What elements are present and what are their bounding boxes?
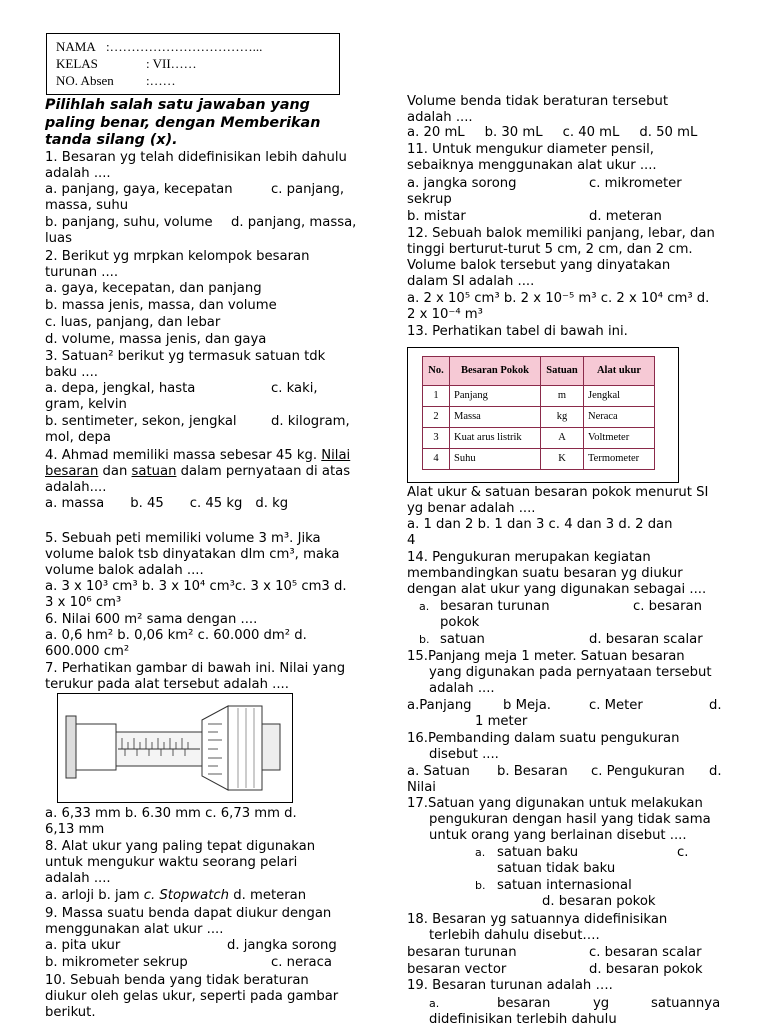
text: dalam pernyataan di atas [176,464,351,479]
instruction-line: tanda silang (x). [45,132,178,148]
option-a-marker: a. [429,997,440,1010]
option-d-marker[interactable]: d. [709,764,722,779]
micrometer-screw-icon [58,694,292,802]
option-d[interactable]: d. jangka sorong [227,938,337,953]
question-text: Alat ukur & satuan besaran pokok menurut SI [407,485,709,500]
option-b[interactable]: b. massa jenis, massa, dan volume [45,298,277,313]
option-b-marker: b. [419,633,430,646]
option-c[interactable]: c. besaran [633,599,702,614]
option-b-marker: b. [475,879,486,892]
question-16: 16.Pembanding dalam suatu pengukuran [407,731,680,746]
question-text: Volume balok tersebut yang dinyatakan [407,258,671,273]
option-d[interactable]: d. meteran [589,209,662,224]
question-text: pengukuran dengan hasil yang tidak sama [429,812,711,827]
question-14: 14. Pengukuran merupakan kegiatan [407,550,651,565]
option-text: luas [45,231,72,246]
option-c[interactable]: c. Meter [589,698,643,713]
question-6: 6. Nilai 600 m² sama dengan .... [45,612,258,627]
question-text: terlebih dahulu disebut…. [429,928,600,943]
table-header: Alat ukur [584,357,655,386]
option-c-marker[interactable]: c. [677,845,689,860]
option-c[interactable]: c. mikrometer [589,176,682,191]
table-cell: m [541,386,584,407]
table-cell: Neraca [584,407,655,428]
text: dan [98,464,132,479]
options-row[interactable]: a. 6,33 mm b. 6.30 mm c. 6,73 mm d. [45,806,297,821]
question-text: volume balok tsb dinyatakan dlm cm³, maka [45,547,340,562]
underlined-word: Nilai [321,448,351,463]
option-b[interactable]: b. mistar [407,209,466,224]
option-b[interactable]: b. mikrometer sekrup [45,955,188,970]
question-text: yg benar adalah .... [407,501,536,516]
option-a-marker: a. [475,846,486,859]
question-text: adalah .... [429,681,495,696]
option-a[interactable]: a. Satuan [407,764,470,779]
table-cell: Termometer [584,449,655,470]
option-b[interactable]: b. Besaran [497,764,568,779]
table-cell: Suhu [450,449,541,470]
table-header: No. [423,357,450,386]
question-1: 1. Besaran yg telah didefinisikan lebih dahulu [45,150,347,165]
option-d-marker[interactable]: d. [709,698,722,713]
table-cell: 4 [423,449,450,470]
option-b[interactable]: satuan [440,632,485,647]
option-text: 2 x 10⁻⁴ m³ [407,307,483,322]
measurement-table-frame [407,347,679,483]
question-text: adalah .... [407,110,473,125]
option-a[interactable]: satuan baku [497,845,579,860]
table-cell: 2 [423,407,450,428]
option-d[interactable]: d. kg [255,496,289,511]
question-text: adalah.... [45,480,107,495]
question-3: 3. Satuan² berikut yg termasuk satuan tdk [45,349,326,364]
option-d[interactable]: d. volume, massa jenis, dan gaya [45,332,267,347]
option-b[interactable]: besaran vector [407,962,507,977]
option-text: didefinisikan terlebih dahulu [429,1012,617,1027]
question-text: dengan alat ukur yang digunakan sebagai .... [407,582,707,597]
option-d[interactable]: d. besaran pokok [542,894,656,909]
question-text [45,464,361,480]
question-9: 9. Massa suatu benda dapat diukur dengan [45,906,332,921]
option-a[interactable]: a. jangka sorong [407,176,517,191]
question-text: berikut. [45,1005,96,1020]
option-c[interactable]: c. luas, panjang, dan lebar [45,315,221,330]
option-text: mol, depa [45,430,111,445]
options-row [45,496,361,512]
micrometer-figure [57,693,293,803]
option-d[interactable]: 1 meter [475,714,528,729]
options-row [45,888,361,904]
option-d[interactable]: d. 50 mL [639,125,698,140]
identity-box [46,33,340,95]
table-row [423,407,655,428]
option-a[interactable]: a. pita ukur [45,938,121,953]
table-cell: 1 [423,386,450,407]
option-a-marker: a. [419,600,430,613]
option-d[interactable]: d. besaran scalar [589,632,703,647]
option-a-word[interactable]: satuannya [651,996,721,1011]
question-text: adalah .... [45,871,111,886]
question-18: 18. Besaran yg satuannya didefinisikan [407,912,668,927]
table-cell: 3 [423,428,450,449]
option-text: massa, suhu [45,198,129,213]
option-a[interactable]: a. depa, jengkal, hasta [45,381,196,396]
table-row [423,449,655,470]
option-a[interactable]: besaran turunan [407,945,517,960]
option-c[interactable]: c. 45 kg [189,496,243,511]
option-a[interactable]: a. massa [45,496,105,511]
question-text: untuk mengukur waktu seorang pelari [45,855,298,870]
question-text: 4. Ahmad memiliki massa sebesar 45 kg. [45,448,322,463]
option-ab[interactable]: a. arloji b. jam [45,888,144,903]
question-text: terukur pada alat tersebut adalah .... [45,677,289,692]
nama-field[interactable]: :……………………………... [106,39,263,54]
question-4 [45,448,361,464]
option-c[interactable]: c. panjang, [271,182,345,197]
question-text: baku .... [45,365,99,380]
question-10: 10. Sebuah benda yang tidak beraturan [45,973,309,988]
instruction-line: paling benar, dengan Memberikan [45,115,321,131]
question-text: diukur oleh gelas ukur, seperti pada gambar [45,989,339,1004]
question-7: 7. Perhatikan gambar di bawah ini. Nilai yang [45,661,346,676]
option-text: 6,13 mm [45,822,105,837]
question-text: dalam SI adalah .... [407,274,535,289]
table-header: Satuan [541,357,584,386]
question-text: volume balok adalah .... [45,563,204,578]
question-19: 19. Besaran turunan adalah …. [407,978,613,993]
options-row[interactable]: a. 2 x 10⁵ cm³ b. 2 x 10⁻⁵ m³ c. 2 x 10⁴ cm³ d. [407,291,710,306]
option-d[interactable]: d. meteran [229,888,307,903]
option-text: 4 [407,533,416,548]
option-b[interactable]: satuan internasional [497,878,632,893]
question-17: 17.Satuan yang digunakan untuk melakukan [407,796,703,811]
option-c[interactable]: satuan tidak baku [497,861,616,876]
option-b[interactable]: b. sentimeter, sekon, jengkal [45,414,237,429]
question-text: adalah .... [45,166,111,181]
options-row[interactable]: a. 1 dan 2 b. 1 dan 3 c. 4 dan 3 d. 2 dan [407,517,673,532]
question-text: turunan .... [45,265,119,280]
option-d[interactable]: d. panjang, massa, [231,215,357,230]
absen-label: NO. Absen [56,73,114,88]
option-c[interactable]: c. neraca [271,955,332,970]
question-2: 2. Berikut yg mrpkan kelompok besaran [45,249,310,264]
instruction-line: Pilihlah salah satu jawaban yang [45,97,310,113]
table-cell: Panjang [450,386,541,407]
option-a[interactable]: a. panjang, gaya, kecepatan [45,182,233,197]
underlined-word: besaran [45,464,99,479]
table-cell: Voltmeter [584,428,655,449]
option-d[interactable]: d. besaran pokok [589,962,703,977]
kelas-field[interactable]: : VII…… [146,56,197,71]
option-b[interactable]: b Meja. [503,698,551,713]
nama-label: NAMA [56,39,96,54]
option-a[interactable]: besaran turunan [440,599,550,614]
option-text: 3 x 10⁶ cm³ [45,595,122,610]
options-row[interactable]: a. 3 x 10³ cm³ b. 3 x 10⁴ cm³c. 3 x 10⁵ cm3 d. [45,579,347,594]
option-b[interactable]: b. panjang, suhu, volume [45,215,213,230]
table-cell: kg [541,407,584,428]
table-header: Besaran Pokok [450,357,541,386]
option-c[interactable]: c. Stopwatch [143,888,230,903]
option-text: 600.000 cm² [45,644,130,659]
question-text: menggunakan alat ukur .... [45,922,224,937]
options-row [407,125,723,141]
question-text: Volume benda tidak beraturan tersebut [407,94,668,109]
option-text: pokok [440,615,480,630]
question-13: 13. Perhatikan tabel di bawah ini. [407,324,628,339]
option-c[interactable]: c. Pengukuran [591,764,685,779]
measurement-table [422,356,655,470]
option-b[interactable]: b. 30 mL [484,125,543,140]
option-a[interactable]: a.Panjang [407,698,472,713]
question-text: yang digunakan pada pernyataan tersebut [429,665,712,680]
table-cell: A [541,428,584,449]
table-row [423,428,655,449]
question-15: 15.Panjang meja 1 meter. Satuan besaran [407,649,685,664]
table-cell: Jengkal [584,386,655,407]
question-text: sebaiknya menggunakan alat ukur .... [407,158,657,173]
option-d[interactable]: Nilai [407,780,436,795]
option-a[interactable]: a. gaya, kecepatan, dan panjang [45,281,262,296]
question-text: disebut .... [429,747,499,762]
question-8: 8. Alat ukur yang paling tepat digunakan [45,839,316,854]
option-c[interactable]: c. besaran scalar [589,945,702,960]
option-a-word[interactable]: besaran [497,996,551,1011]
option-a[interactable]: a. 20 mL [407,125,465,140]
table-row [423,386,655,407]
option-a-word[interactable]: yg [593,996,610,1011]
table-cell: K [541,449,584,470]
table-cell: Massa [450,407,541,428]
question-12: 12. Sebuah balok memiliki panjang, lebar, dan [407,226,715,241]
option-c[interactable]: c. 40 mL [562,125,620,140]
question-text: untuk orang yang berlainan disebut .... [429,828,687,843]
table-cell: Kuat arus listrik [450,428,541,449]
option-c[interactable]: c. kaki, [271,381,318,396]
option-text: sekrup [407,192,452,207]
absen-field[interactable]: :…… [146,73,176,88]
table-header-row [423,357,655,386]
question-5: 5. Sebuah peti memiliki volume 3 m³. Jika [45,531,321,546]
question-text: tinggi berturut-turut 5 cm, 2 cm, dan 2 cm. [407,242,693,257]
option-text: gram, kelvin [45,397,127,412]
question-11: 11. Untuk mengukur diameter pensil, [407,142,654,157]
option-d[interactable]: d. kilogram, [271,414,350,429]
option-b[interactable]: b. 45 [130,496,164,511]
underlined-word: satuan [131,464,177,479]
options-row[interactable]: a. 0,6 hm² b. 0,06 km² c. 60.000 dm² d. [45,628,307,643]
question-text: membandingkan suatu besaran yg diukur [407,566,683,581]
kelas-label: KELAS [56,56,98,71]
